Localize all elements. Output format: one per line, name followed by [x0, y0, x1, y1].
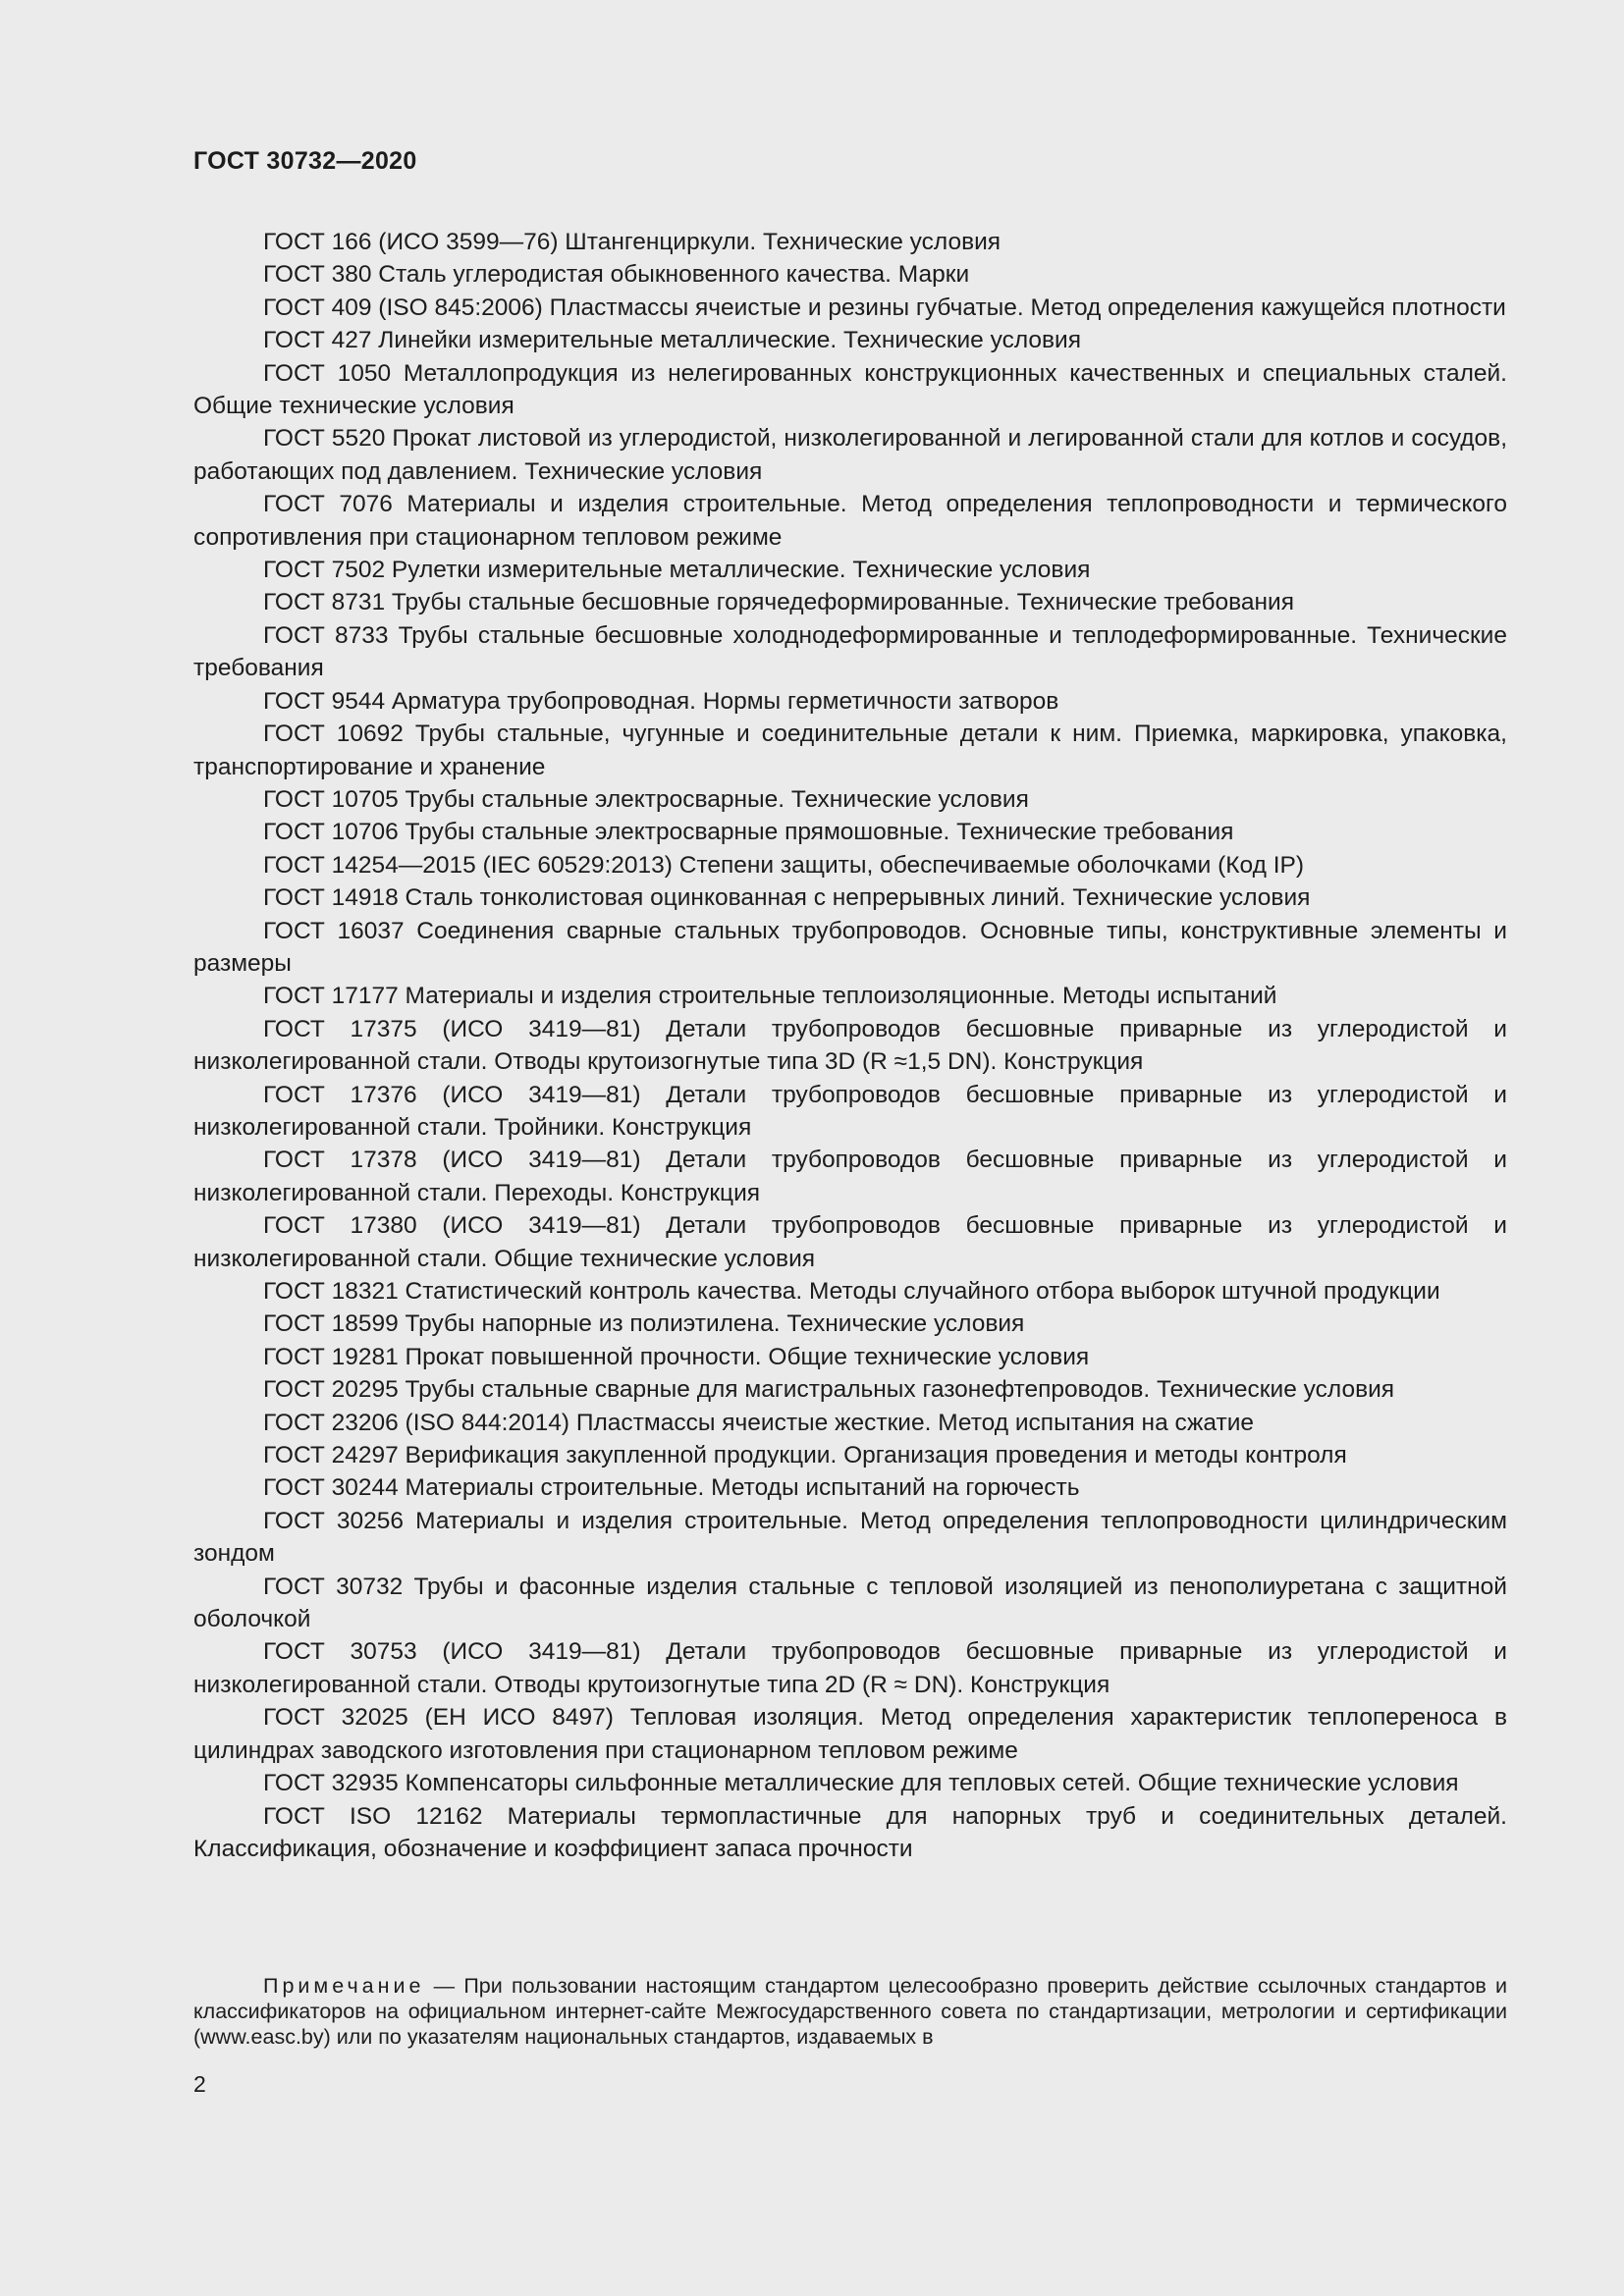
reference-item: ГОСТ 30244 Материалы строительные. Методы испытаний на горючесть	[263, 1474, 1080, 1502]
reference-item: ГОСТ 409 (ISO 845:2006) Пластмассы ячеистые и резины губчатые. Метод определения кажущейся плотности	[263, 294, 1506, 321]
reference-item: ГОСТ 16037 Соединения сварные стальных трубопроводов. Основные типы, конструктивные элементы и размеры	[193, 917, 1507, 977]
reference-item: ГОСТ 9544 Арматура трубопроводная. Нормы герметичности затворов	[263, 687, 1059, 715]
reference-item: ГОСТ 32935 Компенсаторы сильфонные металлические для тепловых сетей. Общие технические условия	[263, 1770, 1459, 1797]
reference-item: ГОСТ 5520 Прокат листовой из углеродистой, низколегированной и легированной стали для котлов и сосудов, работающих под давлением. Технические условия	[193, 425, 1507, 485]
reference-item: ГОСТ 17378 (ИСО 3419—81) Детали трубопроводов бесшовные приварные из углеродистой и низколегированной стали. Переходы. Конструкция	[193, 1147, 1507, 1206]
reference-item: ГОСТ 24297 Верификация закупленной продукции. Организация проведения и методы контроля	[263, 1442, 1347, 1469]
reference-item: ГОСТ 23206 (ISO 844:2014) Пластмассы ячеистые жесткие. Метод испытания на сжатие	[263, 1409, 1255, 1436]
reference-item: ГОСТ 17376 (ИСО 3419—81) Детали трубопроводов бесшовные приварные из углеродистой и низколегированной стали. Тройники. Конструкция	[193, 1081, 1507, 1141]
document-header: ГОСТ 30732—2020	[193, 147, 417, 175]
reference-item: ГОСТ 20295 Трубы стальные сварные для магистральных газонефтепроводов. Технические условия	[263, 1376, 1395, 1404]
reference-item: ГОСТ 10705 Трубы стальные электросварные. Технические условия	[263, 785, 1029, 813]
reference-item: ГОСТ 18321 Статистический контроль качества. Методы случайного отбора выборок штучной продукции	[263, 1278, 1440, 1305]
reference-item: ГОСТ 17177 Материалы и изделия строительные теплоизоляционные. Методы испытаний	[263, 983, 1277, 1010]
reference-item: ГОСТ 19281 Прокат повышенной прочности. Общие технические условия	[263, 1343, 1090, 1370]
reference-item: ГОСТ 10706 Трубы стальные электросварные прямошовные. Технические требования	[263, 819, 1234, 846]
reference-item: ГОСТ 17380 (ИСО 3419—81) Детали трубопроводов бесшовные приварные из углеродистой и низколегированной стали. Общие технические условия	[193, 1212, 1507, 1272]
reference-item: ГОСТ 14254—2015 (IEC 60529:2013) Степени защиты, обеспечиваемые оболочками (Код IP)	[263, 851, 1305, 879]
reference-item: ГОСТ 8731 Трубы стальные бесшовные горячедеформированные. Технические требования	[263, 589, 1294, 616]
note-text: — При пользовании настоящим стандартом целесообразно проверить действие ссылочных стандартов и классификаторов на официальном интернет-сайте Межгосударственного совета по стандартизации, метрологии и сертификации (www.easc.by) или по указателям национальных стандартов, издаваемых в	[193, 1974, 1507, 2049]
reference-item: ГОСТ 30732 Трубы и фасонные изделия стальные с тепловой изоляцией из пенополиуретана с защитной оболочкой	[193, 1573, 1507, 1633]
note-paragraph	[193, 1974, 1507, 2050]
reference-item: ГОСТ 10692 Трубы стальные, чугунные и соединительные детали к ним. Приемка, маркировка, упаковка, транспортирование и хранение	[193, 721, 1507, 780]
reference-item: ГОСТ 8733 Трубы стальные бесшовные холоднодеформированные и теплодеформированные. Технические требования	[193, 621, 1507, 682]
reference-item: ГОСТ 7502 Рулетки измерительные металлические. Технические условия	[263, 557, 1091, 584]
reference-item: ГОСТ 18599 Трубы напорные из полиэтилена. Технические условия	[263, 1310, 1025, 1338]
reference-item: ГОСТ 427 Линейки измерительные металлические. Технические условия	[263, 327, 1081, 354]
reference-item: ГОСТ 7076 Материалы и изделия строительные. Метод определения теплопроводности и термического сопротивления при стационарном тепловом режиме	[193, 491, 1507, 551]
reference-item: ГОСТ 30256 Материалы и изделия строительные. Метод определения теплопроводности цилиндрическим зондом	[193, 1507, 1507, 1568]
normative-references-list	[193, 226, 1507, 1865]
reference-item: ГОСТ 30753 (ИСО 3419—81) Детали трубопроводов бесшовные приварные из углеродистой и низколегированной стали. Отводы крутоизогнутые типа 2D (R ≈ DN). Конструкция	[193, 1638, 1507, 1698]
reference-item: ГОСТ ISO 12162 Материалы термопластичные для напорных труб и соединительных деталей. Классификация, обозначение и коэффициент запаса прочности	[193, 1802, 1507, 1862]
page-number: 2	[193, 2071, 206, 2097]
reference-item: ГОСТ 17375 (ИСО 3419—81) Детали трубопроводов бесшовные приварные из углеродистой и низколегированной стали. Отводы крутоизогнутые типа 3D (R ≈1,5 DN). Конструкция	[193, 1015, 1507, 1076]
reference-item: ГОСТ 166 (ИСО 3599—76) Штангенциркули. Технические условия	[263, 229, 1001, 255]
reference-item: ГОСТ 14918 Сталь тонколистовая оцинкованная с непрерывных линий. Технические условия	[263, 884, 1311, 912]
reference-item: ГОСТ 380 Сталь углеродистая обыкновенного качества. Марки	[263, 261, 970, 289]
reference-item: ГОСТ 1050 Металлопродукция из нелегированных конструкционных качественных и специальных сталей. Общие технические условия	[193, 359, 1507, 420]
note-label: Примечание	[263, 1974, 425, 1998]
reference-item: ГОСТ 32025 (ЕН ИСО 8497) Тепловая изоляция. Метод определения характеристик теплопереноса в цилиндрах заводского изготовления при стационарном тепловом режиме	[193, 1704, 1507, 1764]
